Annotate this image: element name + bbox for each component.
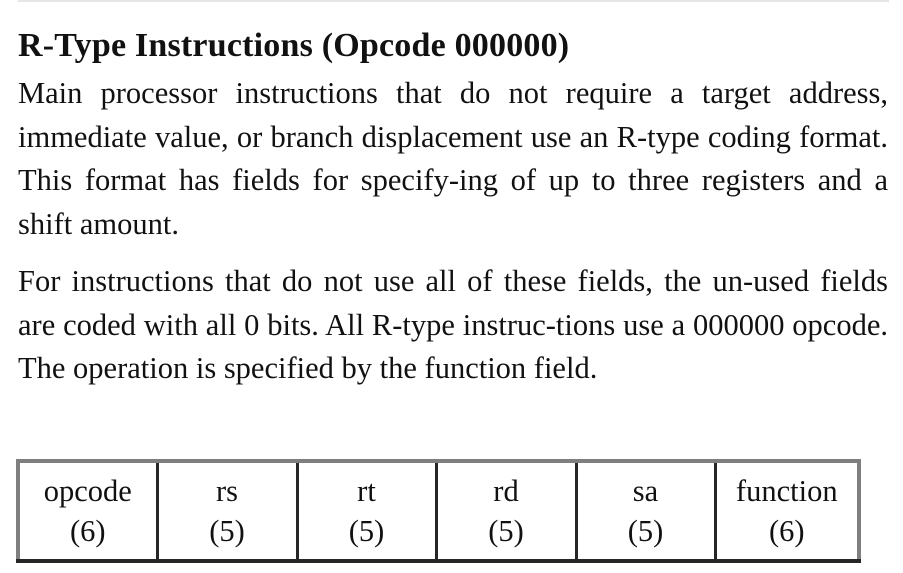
format-row	[18, 461, 859, 561]
field-sa	[576, 461, 715, 561]
paragraph-intro: Main processor instructions that do not require a target address, immediate value, or branch displacement use an R-type coding format. This format has fields for specify-ing of up to three registers and a shift amount.	[18, 76, 888, 241]
section-heading: R-Type Instructions (Opcode 000000)	[18, 27, 570, 64]
field-rt	[297, 461, 436, 561]
field-name: opcode	[43, 474, 132, 508]
field-name: function	[735, 474, 838, 508]
field-bit-width: (6)	[768, 514, 805, 548]
paragraph-details: For instructions that do not use all of these fields, the un-used fields are coded with all 0 bits. All R-type instruc-tions use a 000000 opcode. The operation is specified by the function field.	[18, 264, 888, 385]
field-name: rd	[493, 474, 519, 508]
field-name: sa	[632, 474, 659, 508]
field-opcode	[18, 461, 157, 561]
field-bit-width: (6)	[69, 514, 106, 548]
field-bit-width: (5)	[209, 514, 245, 548]
field-function	[715, 461, 859, 561]
field-bit-width: (5)	[488, 514, 524, 548]
field-bit-width: (5)	[627, 514, 664, 548]
field-rd	[436, 461, 576, 561]
field-bit-width: (5)	[348, 514, 385, 548]
field-rs	[157, 461, 297, 561]
field-name: rt	[357, 474, 376, 508]
top-divider	[18, 0, 889, 2]
r-type-format-table	[16, 459, 861, 563]
field-name: rs	[215, 474, 239, 508]
document-section	[18, 22, 888, 391]
